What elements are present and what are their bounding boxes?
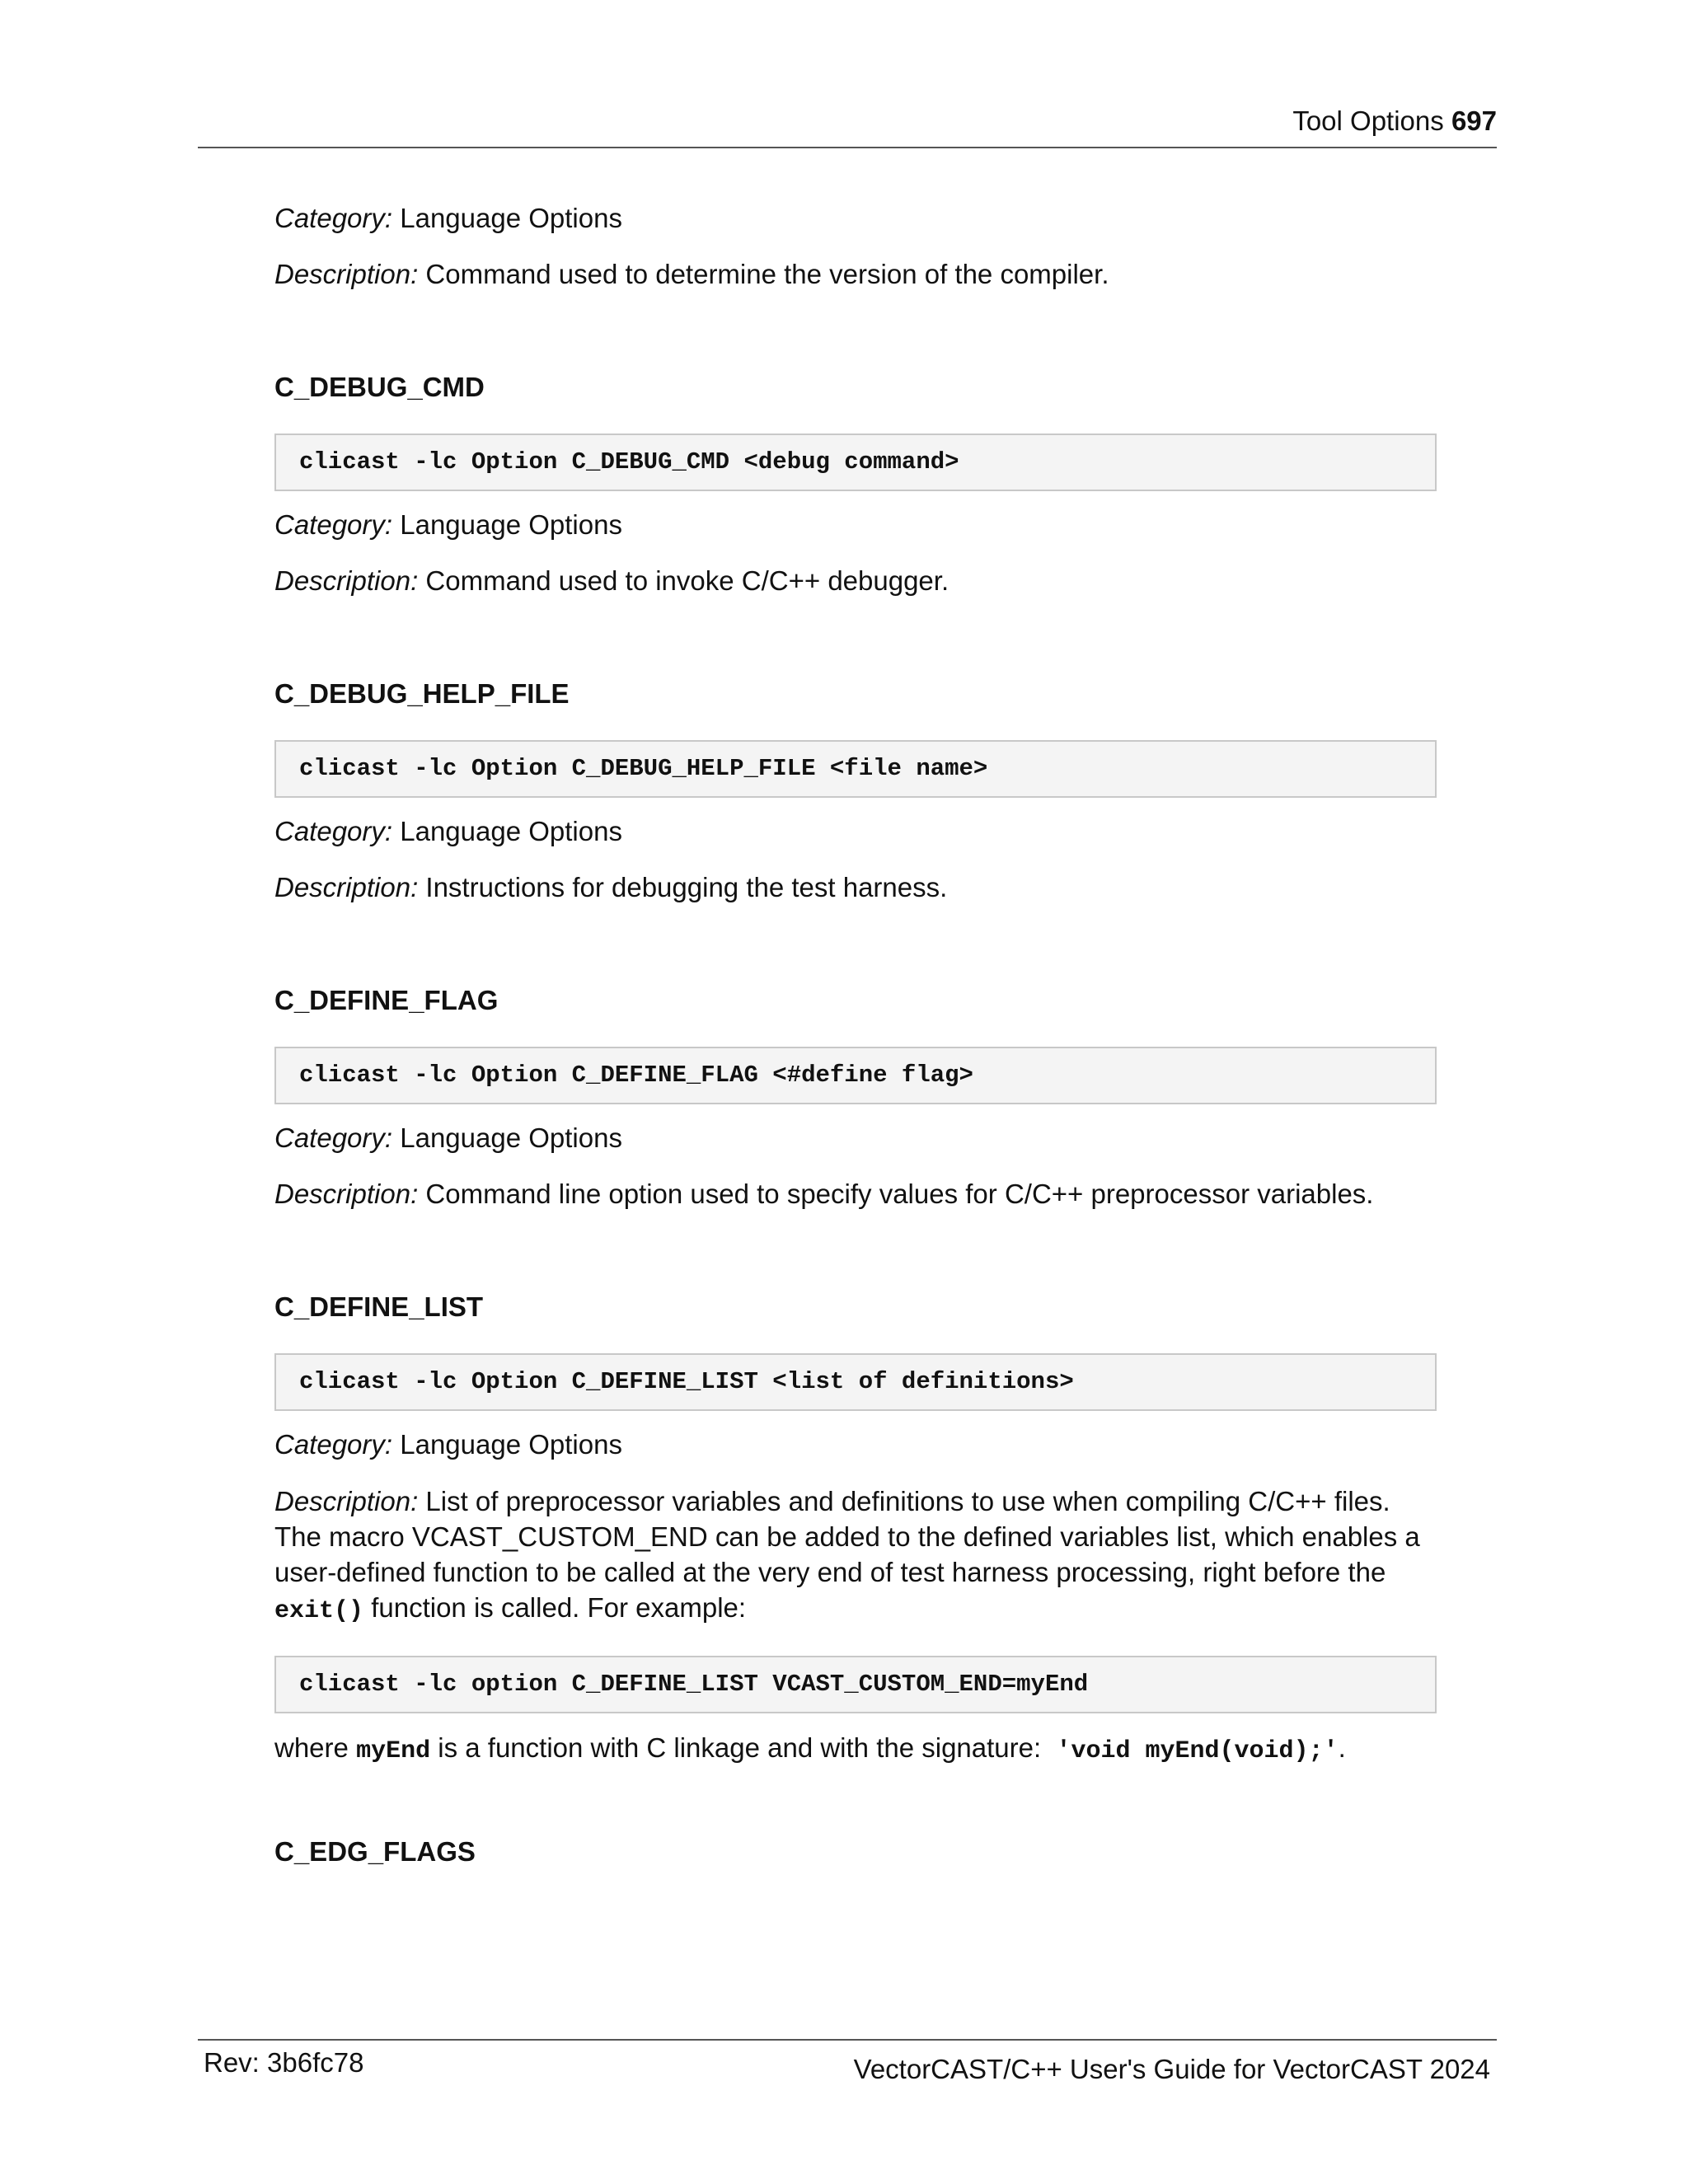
footer-guide-title: VectorCAST/C++ User's Guide for VectorCAST 2024 xyxy=(853,2054,1490,2084)
example-code-block: clicast -lc option C_DEFINE_LIST VCAST_CUSTOM_END=myEnd xyxy=(274,1656,1437,1713)
category-c-debug-cmd: Category: Language Options xyxy=(274,509,622,540)
footer-revision: Rev: 3b6fc78 xyxy=(204,2047,364,2078)
page-number: 697 xyxy=(1451,105,1497,136)
category-c-debug-help-file: Category: Language Options xyxy=(274,816,622,846)
code-block-c-define-flag: clicast -lc Option C_DEFINE_FLAG <#define flag> xyxy=(274,1047,1437,1104)
intro-category: Category: Language Options xyxy=(274,203,622,233)
description-c-define-flag: Description: Command line option used to specify values for C/C++ preprocessor variables. xyxy=(274,1179,1374,1209)
page-header xyxy=(198,105,1497,138)
header-section-title: Tool Options xyxy=(1292,105,1444,136)
page-content xyxy=(274,201,1437,1898)
description-c-debug-help-file: Description: Instructions for debugging the test harness. xyxy=(274,872,948,902)
inline-code-exit: exit() xyxy=(274,1597,364,1625)
category-c-define-flag: Category: Language Options xyxy=(274,1122,622,1153)
section-heading-c-edg-flags: C_EDG_FLAGS xyxy=(274,1836,476,1867)
inline-code-myend: myEnd xyxy=(356,1737,431,1765)
intro-description: Description: Command used to determine the version of the compiler. xyxy=(274,259,1109,289)
description-c-define-list: Description: List of preprocessor variables and definitions to use when compiling C/C++ files. The macro VCAST_CUSTOM_END can be added to the defined variables list, which enables a user-defined function to be called at the very end of test harness processing, right before the exit() function is called. For example: xyxy=(274,1486,1420,1625)
header-divider xyxy=(198,147,1497,148)
inline-code-signature: 'void myEnd(void);' xyxy=(1056,1737,1339,1765)
footer-divider xyxy=(198,2039,1497,2041)
code-block-c-debug-cmd: clicast -lc Option C_DEBUG_CMD <debug command> xyxy=(274,434,1437,491)
description-c-debug-cmd: Description: Command used to invoke C/C++ debugger. xyxy=(274,565,950,596)
category-c-define-list: Category: Language Options xyxy=(274,1429,622,1460)
section-heading-c-debug-help-file: C_DEBUG_HELP_FILE xyxy=(274,678,570,709)
section-heading-c-debug-cmd: C_DEBUG_CMD xyxy=(274,372,485,402)
code-block-c-debug-help-file: clicast -lc Option C_DEBUG_HELP_FILE <file name> xyxy=(274,740,1437,798)
signature-note: where myEnd is a function with C linkage and with the signature: 'void myEnd(void);'. xyxy=(274,1732,1346,1765)
section-heading-c-define-flag: C_DEFINE_FLAG xyxy=(274,985,499,1015)
section-heading-c-define-list: C_DEFINE_LIST xyxy=(274,1291,484,1322)
code-block-c-define-list: clicast -lc Option C_DEFINE_LIST <list of definitions> xyxy=(274,1353,1437,1411)
